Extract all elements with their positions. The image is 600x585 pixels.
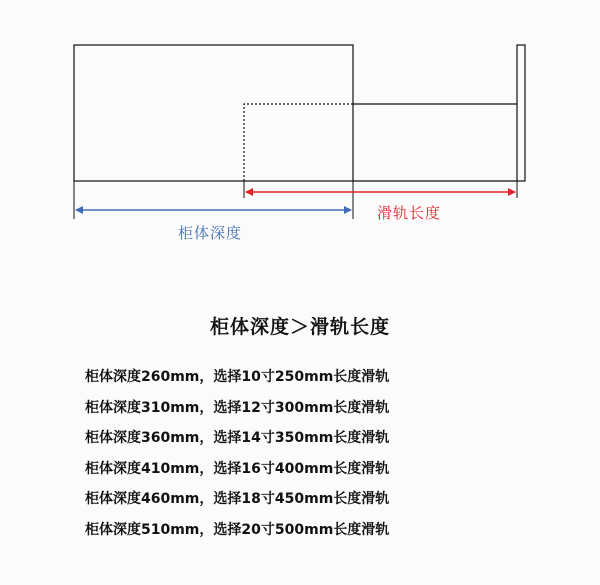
cabinet-depth-label: 柜体深度 <box>178 224 243 242</box>
sizing-rule-item: 柜体深度510mm，选择20寸500mm长度滑轨 <box>85 521 390 538</box>
drawer-front-panel <box>517 45 525 181</box>
sizing-rule-list <box>85 366 389 549</box>
sizing-rule-item: 柜体深度260mm，选择10寸250mm长度滑轨 <box>85 369 390 385</box>
drawer-box-hidden-outline <box>244 104 353 181</box>
sizing-rule-item: 柜体深度310mm，选择12寸300mm长度滑轨 <box>85 399 390 416</box>
sizing-rule-item: 柜体深度410mm，选择16寸400mm长度滑轨 <box>85 460 390 477</box>
cabinet-body <box>74 45 353 181</box>
sizing-rule-item: 柜体深度460mm，选择18寸450mm长度滑轨 <box>85 491 390 507</box>
page-heading: 柜体深度＞滑轨长度 <box>209 316 390 338</box>
slide-length-label: 滑轨长度 <box>377 204 442 222</box>
sizing-rule-item: 柜体深度360mm，选择14寸350mm长度滑轨 <box>85 430 390 446</box>
